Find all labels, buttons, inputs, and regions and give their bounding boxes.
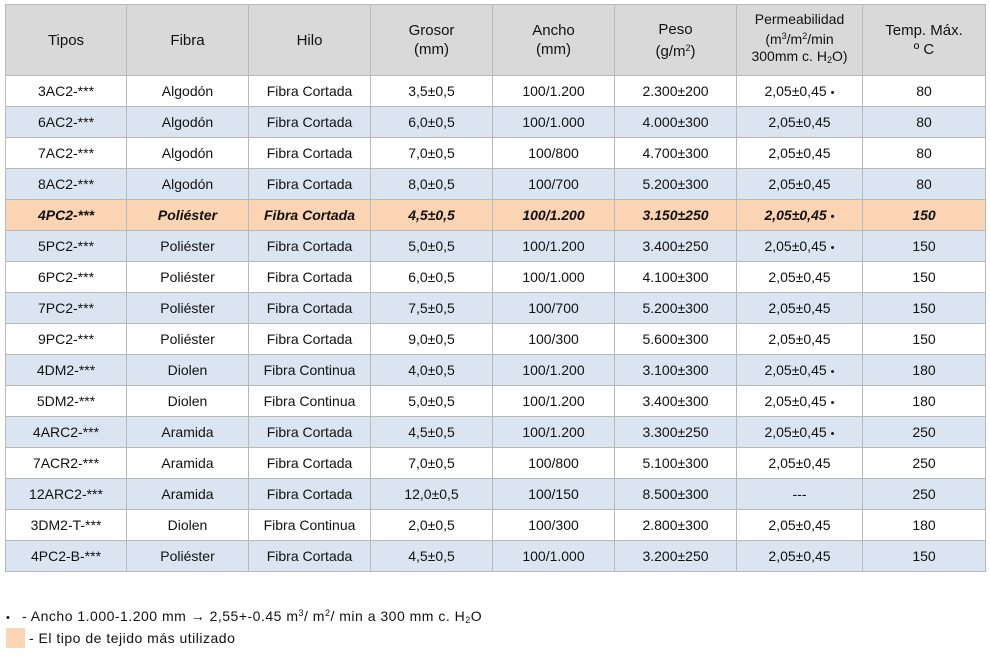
fabric-spec-table xyxy=(5,4,986,572)
header-grosor: Grosor (mm) xyxy=(371,5,493,76)
dot-icon: • xyxy=(830,242,835,254)
table-row xyxy=(6,293,986,324)
cell-temp: 150 xyxy=(863,541,986,572)
table-body xyxy=(6,76,986,572)
cell-hilo: Fibra Cortada xyxy=(249,231,371,262)
cell-fibra: Algodón xyxy=(127,107,249,138)
cell-ancho: 100/150 xyxy=(493,479,615,510)
cell-peso: 2.800±300 xyxy=(615,510,737,541)
cell-tipo: 3AC2-*** xyxy=(6,76,127,107)
cell-ancho: 100/1.200 xyxy=(493,200,615,231)
cell-permeabilidad: 2,05±0,45 xyxy=(737,169,863,200)
cell-temp: 150 xyxy=(863,231,986,262)
table-row xyxy=(6,510,986,541)
cell-hilo: Fibra Cortada xyxy=(249,107,371,138)
cell-hilo: Fibra Cortada xyxy=(249,417,371,448)
header-ancho: Ancho (mm) xyxy=(493,5,615,76)
cell-peso: 3.150±250 xyxy=(615,200,737,231)
cell-permeabilidad: 2,05±0,45 xyxy=(737,448,863,479)
cell-tipo: 6AC2-*** xyxy=(6,107,127,138)
table-row xyxy=(6,417,986,448)
cell-grosor: 6,0±0,5 xyxy=(371,107,493,138)
cell-hilo: Fibra Cortada xyxy=(249,200,371,231)
cell-permeabilidad: 2,05±0,45 xyxy=(737,324,863,355)
cell-tipo: 4PC2-*** xyxy=(6,200,127,231)
cell-grosor: 7,0±0,5 xyxy=(371,138,493,169)
cell-ancho: 100/1.200 xyxy=(493,231,615,262)
dot-icon: • xyxy=(6,612,11,624)
cell-ancho: 100/1.000 xyxy=(493,107,615,138)
cell-grosor: 4,5±0,5 xyxy=(371,417,493,448)
legend-dot-note: • - Ancho 1.000-1.200 mm → 2,55+-0.45 $m^3/$ $m^2/$ min a 300 mm c. $H_2O$ xyxy=(6,608,483,625)
cell-hilo: Fibra Cortada xyxy=(249,293,371,324)
cell-hilo: Fibra Cortada xyxy=(249,479,371,510)
table-row xyxy=(6,324,986,355)
cell-permeabilidad: 2,05±0,45 xyxy=(737,510,863,541)
cell-temp: 150 xyxy=(863,324,986,355)
cell-grosor: 4,5±0,5 xyxy=(371,541,493,572)
table-row xyxy=(6,541,986,572)
table-row xyxy=(6,448,986,479)
cell-temp: 80 xyxy=(863,138,986,169)
cell-tipo: 5PC2-*** xyxy=(6,231,127,262)
cell-permeabilidad: 2,05±0,45 • xyxy=(737,76,863,107)
table-row xyxy=(6,355,986,386)
cell-hilo: Fibra Cortada xyxy=(249,262,371,293)
cell-grosor: 7,0±0,5 xyxy=(371,448,493,479)
dot-icon: • xyxy=(830,397,835,409)
cell-fibra: Poliéster xyxy=(127,262,249,293)
dot-icon: • xyxy=(830,428,835,440)
header-hilo: Hilo xyxy=(249,5,371,76)
cell-hilo: Fibra Cortada xyxy=(249,324,371,355)
cell-tipo: 5DM2-*** xyxy=(6,386,127,417)
dot-icon: • xyxy=(830,366,835,378)
cell-ancho: 100/700 xyxy=(493,169,615,200)
cell-peso: 5.600±300 xyxy=(615,324,737,355)
cell-fibra: Poliéster xyxy=(127,541,249,572)
cell-hilo: Fibra Continua xyxy=(249,386,371,417)
cell-permeabilidad: 2,05±0,45 xyxy=(737,293,863,324)
cell-peso: 5.200±300 xyxy=(615,293,737,324)
highlight-swatch xyxy=(6,628,25,648)
cell-fibra: Poliéster xyxy=(127,293,249,324)
cell-peso: 3.200±250 xyxy=(615,541,737,572)
cell-fibra: Aramida xyxy=(127,448,249,479)
cell-peso: 4.000±300 xyxy=(615,107,737,138)
cell-permeabilidad: 2,05±0,45 • xyxy=(737,386,863,417)
cell-tipo: 8AC2-*** xyxy=(6,169,127,200)
table-row xyxy=(6,76,986,107)
table-row xyxy=(6,107,986,138)
header-tipos: Tipos xyxy=(6,5,127,76)
cell-temp: 180 xyxy=(863,510,986,541)
cell-fibra: Poliéster xyxy=(127,324,249,355)
cell-tipo: 4DM2-*** xyxy=(6,355,127,386)
cell-peso: 2.300±200 xyxy=(615,76,737,107)
cell-grosor: 3,5±0,5 xyxy=(371,76,493,107)
cell-tipo: 7PC2-*** xyxy=(6,293,127,324)
cell-ancho: 100/1.000 xyxy=(493,262,615,293)
cell-permeabilidad: 2,05±0,45 xyxy=(737,107,863,138)
table-row xyxy=(6,386,986,417)
cell-permeabilidad: 2,05±0,45 • xyxy=(737,417,863,448)
cell-temp: 250 xyxy=(863,479,986,510)
cell-fibra: Diolen xyxy=(127,386,249,417)
cell-ancho: 100/1.200 xyxy=(493,76,615,107)
cell-temp: 150 xyxy=(863,293,986,324)
table-row xyxy=(6,231,986,262)
cell-fibra: Diolen xyxy=(127,355,249,386)
cell-peso: 4.700±300 xyxy=(615,138,737,169)
cell-hilo: Fibra Cortada xyxy=(249,138,371,169)
cell-ancho: 100/300 xyxy=(493,510,615,541)
table-row xyxy=(6,169,986,200)
cell-peso: 3.400±250 xyxy=(615,231,737,262)
cell-peso: 8.500±300 xyxy=(615,479,737,510)
cell-ancho: 100/800 xyxy=(493,448,615,479)
cell-grosor: 12,0±0,5 xyxy=(371,479,493,510)
cell-tipo: 3DM2-T-*** xyxy=(6,510,127,541)
header-temp: Temp. Máx. º C xyxy=(863,5,986,76)
cell-tipo: 7ACR2-*** xyxy=(6,448,127,479)
header-permeabilidad: Permeabilidad ($m^3/m^2/\min$ 300mm c. $H_2O$) xyxy=(737,5,863,76)
cell-ancho: 100/1.000 xyxy=(493,541,615,572)
cell-tipo: 12ARC2-*** xyxy=(6,479,127,510)
cell-fibra: Algodón xyxy=(127,76,249,107)
header-fibra: Fibra xyxy=(127,5,249,76)
table-row xyxy=(6,138,986,169)
cell-temp: 150 xyxy=(863,200,986,231)
cell-grosor: 2,0±0,5 xyxy=(371,510,493,541)
cell-fibra: Diolen xyxy=(127,510,249,541)
cell-ancho: 100/1.200 xyxy=(493,386,615,417)
cell-ancho: 100/1.200 xyxy=(493,417,615,448)
table-row xyxy=(6,200,986,231)
cell-peso: 5.200±300 xyxy=(615,169,737,200)
cell-tipo: 4ARC2-*** xyxy=(6,417,127,448)
cell-fibra: Aramida xyxy=(127,417,249,448)
cell-permeabilidad: 2,05±0,45 xyxy=(737,262,863,293)
cell-temp: 250 xyxy=(863,448,986,479)
cell-tipo: 6PC2-*** xyxy=(6,262,127,293)
cell-temp: 250 xyxy=(863,417,986,448)
cell-grosor: 4,0±0,5 xyxy=(371,355,493,386)
cell-temp: 180 xyxy=(863,355,986,386)
cell-fibra: Algodón xyxy=(127,138,249,169)
cell-ancho: 100/800 xyxy=(493,138,615,169)
cell-tipo: 7AC2-*** xyxy=(6,138,127,169)
table-row xyxy=(6,262,986,293)
cell-grosor: 6,0±0,5 xyxy=(371,262,493,293)
cell-permeabilidad: 2,05±0,45 xyxy=(737,541,863,572)
dot-icon: • xyxy=(830,211,835,223)
cell-grosor: 7,5±0,5 xyxy=(371,293,493,324)
cell-grosor: 4,5±0,5 xyxy=(371,200,493,231)
cell-permeabilidad: 2,05±0,45 xyxy=(737,138,863,169)
cell-ancho: 100/700 xyxy=(493,293,615,324)
cell-hilo: Fibra Continua xyxy=(249,355,371,386)
cell-hilo: Fibra Cortada xyxy=(249,448,371,479)
cell-temp: 180 xyxy=(863,386,986,417)
cell-fibra: Algodón xyxy=(127,169,249,200)
legend-highlight-note: - El tipo de tejido más utilizado xyxy=(6,628,235,648)
cell-tipo: 9PC2-*** xyxy=(6,324,127,355)
cell-permeabilidad: 2,05±0,45 • xyxy=(737,200,863,231)
cell-peso: 3.400±300 xyxy=(615,386,737,417)
cell-hilo: Fibra Cortada xyxy=(249,169,371,200)
cell-peso: 4.100±300 xyxy=(615,262,737,293)
cell-hilo: Fibra Cortada xyxy=(249,76,371,107)
cell-peso: 5.100±300 xyxy=(615,448,737,479)
cell-permeabilidad: --- xyxy=(737,479,863,510)
cell-fibra: Aramida xyxy=(127,479,249,510)
cell-temp: 80 xyxy=(863,169,986,200)
cell-hilo: Fibra Continua xyxy=(249,510,371,541)
cell-hilo: Fibra Cortada xyxy=(249,541,371,572)
header-row xyxy=(6,5,986,76)
cell-peso: 3.300±250 xyxy=(615,417,737,448)
cell-grosor: 9,0±0,5 xyxy=(371,324,493,355)
cell-temp: 150 xyxy=(863,262,986,293)
cell-permeabilidad: 2,05±0,45 • xyxy=(737,231,863,262)
cell-peso: 3.100±300 xyxy=(615,355,737,386)
cell-temp: 80 xyxy=(863,76,986,107)
cell-grosor: 5,0±0,5 xyxy=(371,231,493,262)
table-row xyxy=(6,479,986,510)
header-peso: Peso $(g/m^2)$ xyxy=(615,5,737,76)
dot-icon: • xyxy=(830,87,835,99)
cell-fibra: Poliéster xyxy=(127,231,249,262)
cell-permeabilidad: 2,05±0,45 • xyxy=(737,355,863,386)
cell-grosor: 5,0±0,5 xyxy=(371,386,493,417)
cell-grosor: 8,0±0,5 xyxy=(371,169,493,200)
cell-tipo: 4PC2-B-*** xyxy=(6,541,127,572)
cell-temp: 80 xyxy=(863,107,986,138)
cell-ancho: 100/300 xyxy=(493,324,615,355)
cell-fibra: Poliéster xyxy=(127,200,249,231)
cell-ancho: 100/1.200 xyxy=(493,355,615,386)
